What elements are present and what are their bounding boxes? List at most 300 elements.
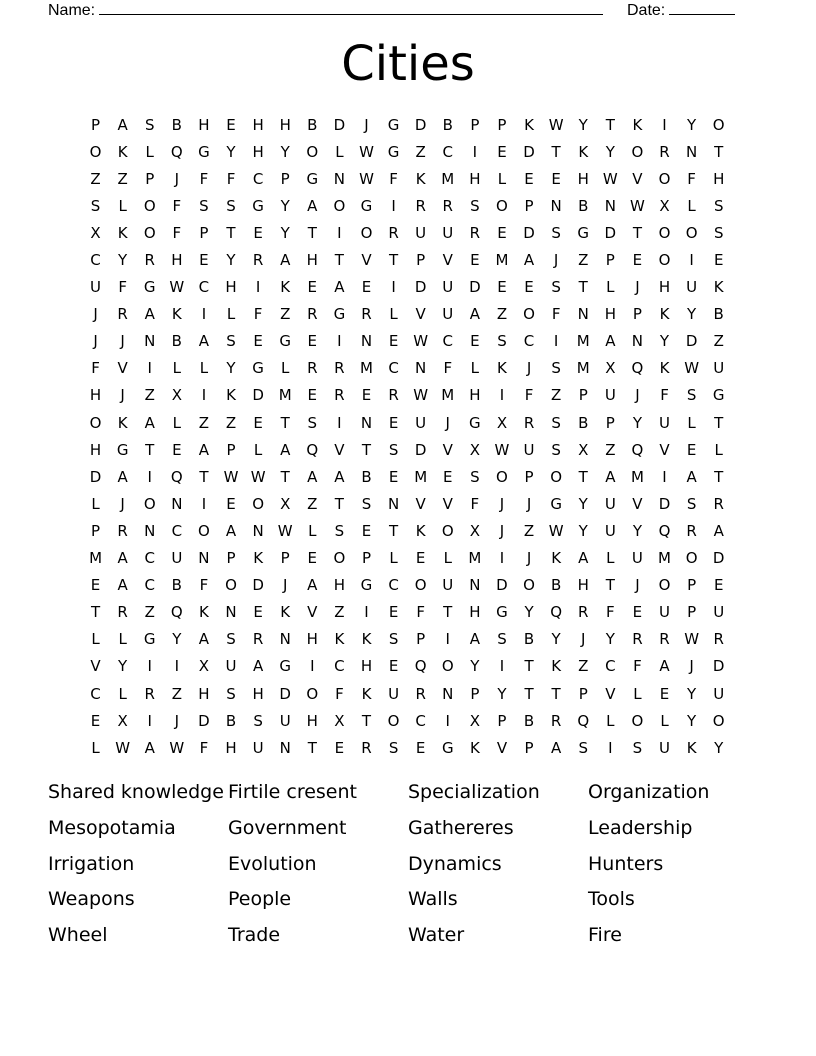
grid-letter[interactable]: P [470,684,480,703]
grid-letter[interactable]: T [280,467,290,486]
grid-letter[interactable]: Y [578,115,588,134]
grid-letter[interactable]: B [578,196,589,215]
grid-letter[interactable]: T [199,467,209,486]
grid-letter[interactable]: N [360,332,373,351]
grid-letter[interactable]: E [199,251,209,270]
grid-letter[interactable]: S [551,440,561,459]
grid-letter[interactable]: L [253,440,263,459]
grid-letter[interactable]: R [659,630,670,649]
grid-letter[interactable]: A [117,115,128,134]
grid-letter[interactable]: Y [118,657,128,676]
grid-letter[interactable]: Z [280,305,291,324]
grid-letter[interactable]: V [605,684,616,703]
grid-letter[interactable]: O [225,576,237,595]
grid-letter[interactable]: P [524,196,534,215]
grid-letter[interactable]: O [550,467,563,486]
grid-letter[interactable]: A [307,196,318,215]
grid-letter[interactable]: N [225,603,237,622]
grid-letter[interactable]: L [226,305,236,324]
grid-letter[interactable]: F [606,603,615,622]
grid-letter[interactable]: I [662,467,667,486]
grid-letter[interactable]: E [90,576,101,595]
grid-letter[interactable]: Y [632,521,642,540]
grid-letter[interactable]: Z [496,305,508,324]
grid-letter[interactable]: G [116,440,129,459]
grid-letter[interactable]: T [605,576,615,595]
grid-letter[interactable]: P [578,386,588,405]
grid-letter[interactable]: P [361,549,371,568]
grid-letter[interactable]: O [333,549,346,568]
grid-letter[interactable]: E [497,278,507,297]
grid-letter[interactable]: Y [714,738,724,757]
grid-letter[interactable]: Y [687,305,697,324]
grid-letter[interactable]: R [686,521,697,540]
grid-letter[interactable]: E [226,115,236,134]
grid-letter[interactable]: H [577,576,589,595]
grid-letter[interactable]: K [280,603,291,622]
grid-letter[interactable]: D [469,278,481,297]
grid-letter[interactable]: S [226,332,236,351]
grid-letter[interactable]: E [307,549,318,568]
grid-letter[interactable]: V [117,359,128,378]
grid-letter[interactable]: D [414,115,427,134]
grid-letter[interactable]: M [576,332,590,351]
grid-letter[interactable]: Z [117,169,128,188]
grid-letter[interactable]: T [361,711,372,730]
grid-letter[interactable]: K [415,169,426,188]
grid-letter[interactable]: V [90,657,101,676]
grid-letter[interactable]: K [117,413,128,432]
grid-letter[interactable]: I [255,278,261,297]
grid-letter[interactable]: S [226,684,236,703]
grid-letter[interactable]: Y [226,251,236,270]
grid-letter[interactable]: A [605,332,616,351]
grid-letter[interactable]: G [387,115,400,134]
grid-letter[interactable]: O [252,494,265,513]
grid-letter[interactable]: H [469,169,481,188]
grid-letter[interactable]: F [253,305,263,324]
grid-letter[interactable]: R [144,251,155,270]
grid-letter[interactable]: X [469,521,480,540]
grid-letter[interactable]: O [658,576,671,595]
grid-letter[interactable]: H [713,169,725,188]
grid-letter[interactable]: T [307,223,317,242]
grid-letter[interactable]: V [632,169,643,188]
grid-letter[interactable]: P [416,251,426,270]
grid-letter[interactable]: H [89,440,102,459]
grid-letter[interactable]: L [633,684,642,703]
grid-letter[interactable]: L [687,413,696,432]
grid-letter[interactable]: P [497,711,507,730]
date-blank-line[interactable] [669,0,735,15]
grid-letter[interactable]: Q [170,467,183,486]
grid-letter[interactable]: L [91,738,100,757]
grid-letter[interactable]: H [306,251,318,270]
grid-letter[interactable]: R [144,684,155,703]
grid-letter[interactable]: N [333,169,345,188]
grid-letter[interactable]: U [713,603,725,622]
grid-letter[interactable]: J [174,169,180,188]
grid-letter[interactable]: C [171,521,183,540]
grid-letter[interactable]: B [442,115,453,134]
grid-letter[interactable]: X [469,711,480,730]
grid-letter[interactable]: W [602,169,618,188]
grid-letter[interactable]: S [551,278,561,297]
grid-letter[interactable]: E [551,169,561,188]
grid-letter[interactable]: W [630,196,645,215]
grid-letter[interactable]: C [605,657,616,676]
grid-letter[interactable]: L [118,630,127,649]
grid-letter[interactable]: V [415,494,426,513]
grid-letter[interactable]: Y [280,196,290,215]
grid-letter[interactable]: S [551,413,561,432]
grid-letter[interactable]: U [713,684,725,703]
grid-letter[interactable]: W [684,359,700,378]
grid-letter[interactable]: S [632,738,643,757]
grid-letter[interactable]: S [388,630,399,649]
grid-letter[interactable]: R [361,305,372,324]
grid-letter[interactable]: U [659,603,670,622]
grid-letter[interactable]: E [334,738,345,757]
grid-letter[interactable]: O [89,413,102,432]
grid-letter[interactable]: Y [118,251,128,270]
grid-letter[interactable]: F [470,494,480,513]
grid-letter[interactable]: H [198,684,210,703]
grid-letter[interactable]: H [658,278,671,297]
grid-letter[interactable]: T [524,684,534,703]
grid-letter[interactable]: O [685,223,698,242]
grid-letter[interactable]: S [199,196,209,215]
grid-letter[interactable]: Q [577,711,590,730]
grid-letter[interactable]: S [497,630,507,649]
grid-letter[interactable]: I [499,549,505,568]
grid-letter[interactable]: E [443,467,453,486]
grid-letter[interactable]: M [658,549,671,568]
grid-letter[interactable]: U [442,305,454,324]
grid-letter[interactable]: G [252,196,264,215]
grid-letter[interactable]: K [171,305,182,324]
grid-letter[interactable]: A [117,549,128,568]
grid-letter[interactable]: H [225,738,237,757]
grid-letter[interactable]: S [253,711,263,730]
grid-letter[interactable]: U [171,549,183,568]
grid-letter[interactable]: W [277,521,293,540]
grid-letter[interactable]: L [172,413,181,432]
grid-letter[interactable]: U [659,738,670,757]
grid-letter[interactable]: M [441,169,455,188]
grid-letter[interactable]: Y [524,603,534,622]
grid-letter[interactable]: S [388,440,399,459]
grid-letter[interactable]: L [335,142,344,161]
grid-letter[interactable]: N [252,521,264,540]
grid-letter[interactable]: P [632,305,642,324]
grid-letter[interactable]: D [523,142,535,161]
grid-letter[interactable]: C [90,684,101,703]
grid-letter[interactable]: E [388,413,399,432]
grid-letter[interactable]: H [252,142,264,161]
grid-letter[interactable]: Z [198,413,210,432]
grid-letter[interactable]: L [145,142,154,161]
grid-letter[interactable]: T [551,684,561,703]
grid-letter[interactable]: Q [170,142,183,161]
grid-letter[interactable]: G [306,169,319,188]
grid-letter[interactable]: O [387,711,400,730]
grid-letter[interactable]: P [578,684,588,703]
grid-letter[interactable]: P [226,440,236,459]
grid-letter[interactable]: R [578,603,589,622]
grid-letter[interactable]: R [523,413,535,432]
grid-letter[interactable]: E [361,278,372,297]
grid-letter[interactable]: J [174,711,180,730]
grid-letter[interactable]: I [310,657,315,676]
grid-letter[interactable]: Z [307,494,318,513]
grid-letter[interactable]: J [635,576,640,595]
grid-letter[interactable]: Y [551,630,561,649]
grid-letter[interactable]: G [360,576,373,595]
grid-letter[interactable]: E [388,332,399,351]
grid-letter[interactable]: S [226,630,236,649]
grid-letter[interactable]: N [144,521,156,540]
grid-letter[interactable]: J [93,332,98,351]
grid-letter[interactable]: F [443,359,453,378]
grid-letter[interactable]: G [387,142,400,161]
grid-letter[interactable]: T [361,440,372,459]
grid-letter[interactable]: M [576,359,590,378]
grid-letter[interactable]: S [578,738,588,757]
grid-letter[interactable]: S [144,115,155,134]
grid-letter[interactable]: M [278,386,292,405]
grid-letter[interactable]: U [442,576,454,595]
grid-letter[interactable]: W [223,467,239,486]
grid-letter[interactable]: D [604,223,617,242]
grid-letter[interactable]: U [604,521,616,540]
grid-letter[interactable]: D [198,711,210,730]
grid-letter[interactable]: H [252,684,264,703]
grid-letter[interactable]: H [89,386,102,405]
grid-letter[interactable]: H [577,169,589,188]
grid-letter[interactable]: R [117,305,128,324]
grid-letter[interactable]: S [551,359,561,378]
grid-letter[interactable]: G [333,305,346,324]
grid-letter[interactable]: R [307,305,318,324]
grid-letter[interactable]: J [526,549,532,568]
grid-letter[interactable]: G [550,494,562,513]
grid-letter[interactable]: N [360,413,373,432]
grid-letter[interactable]: Y [578,494,588,513]
grid-letter[interactable]: Y [659,332,670,351]
grid-letter[interactable]: F [199,738,209,757]
grid-letter[interactable]: R [442,196,453,215]
grid-letter[interactable]: A [144,413,155,432]
grid-letter[interactable]: F [416,603,425,622]
grid-letter[interactable]: E [253,603,263,622]
grid-letter[interactable]: A [144,305,155,324]
grid-letter[interactable]: N [415,359,427,378]
grid-letter[interactable]: L [606,549,615,568]
grid-letter[interactable]: H [252,115,264,134]
grid-letter[interactable]: C [442,332,453,351]
grid-letter[interactable]: L [118,196,127,215]
grid-letter[interactable]: S [361,494,372,513]
grid-letter[interactable]: Y [605,630,615,649]
grid-letter[interactable]: J [120,494,125,513]
grid-letter[interactable]: W [548,521,564,540]
grid-letter[interactable]: A [225,521,237,540]
grid-letter[interactable]: I [201,305,207,324]
grid-letter[interactable]: U [686,278,698,297]
grid-letter[interactable]: E [415,549,426,568]
grid-letter[interactable]: S [686,494,697,513]
grid-letter[interactable]: K [280,278,291,297]
grid-letter[interactable]: S [497,332,507,351]
grid-letter[interactable]: N [279,738,291,757]
grid-letter[interactable]: G [279,332,292,351]
grid-letter[interactable]: A [198,332,210,351]
grid-letter[interactable]: T [578,467,588,486]
grid-letter[interactable]: G [469,413,481,432]
grid-letter[interactable]: I [147,359,152,378]
grid-letter[interactable]: P [91,115,101,134]
grid-letter[interactable]: G [712,386,725,405]
grid-letter[interactable]: M [441,386,455,405]
grid-letter[interactable]: E [713,251,724,270]
grid-letter[interactable]: E [361,386,372,405]
grid-letter[interactable]: R [632,630,643,649]
grid-letter[interactable]: U [631,549,643,568]
grid-letter[interactable]: L [497,169,507,188]
grid-letter[interactable]: B [171,115,182,134]
grid-letter[interactable]: H [604,305,616,324]
grid-letter[interactable]: D [279,684,291,703]
grid-letter[interactable]: I [391,278,396,297]
grid-letter[interactable]: H [360,657,373,676]
grid-letter[interactable]: U [90,278,102,297]
grid-letter[interactable]: A [469,305,480,324]
grid-letter[interactable]: S [713,196,724,215]
grid-letter[interactable]: T [551,142,561,161]
grid-letter[interactable]: P [687,603,697,622]
grid-letter[interactable]: T [280,413,290,432]
grid-letter[interactable]: D [333,115,346,134]
grid-letter[interactable]: A [334,278,345,297]
grid-letter[interactable]: E [307,386,318,405]
grid-letter[interactable]: U [442,278,454,297]
grid-letter[interactable]: E [172,440,182,459]
grid-letter[interactable]: J [553,251,559,270]
grid-letter[interactable]: A [334,467,345,486]
grid-letter[interactable]: J [635,386,640,405]
grid-letter[interactable]: F [172,196,182,215]
grid-letter[interactable]: W [494,440,510,459]
grid-letter[interactable]: D [685,332,698,351]
grid-letter[interactable]: B [171,332,182,351]
grid-letter[interactable]: J [364,115,369,134]
grid-letter[interactable]: K [226,386,236,405]
grid-letter[interactable]: Z [144,386,155,405]
grid-letter[interactable]: J [445,413,450,432]
grid-letter[interactable]: Y [172,630,182,649]
grid-letter[interactable]: S [470,196,480,215]
grid-letter[interactable]: G [441,738,454,757]
grid-letter[interactable]: H [469,603,481,622]
grid-letter[interactable]: R [550,711,562,730]
grid-letter[interactable]: K [497,359,507,378]
grid-letter[interactable]: G [143,630,156,649]
grid-letter[interactable]: I [337,413,342,432]
grid-letter[interactable]: N [631,332,644,351]
grid-letter[interactable]: T [714,413,724,432]
grid-letter[interactable]: S [334,521,345,540]
grid-letter[interactable]: S [226,196,236,215]
grid-letter[interactable]: E [307,278,318,297]
grid-letter[interactable]: V [307,603,318,622]
grid-letter[interactable]: O [658,223,671,242]
grid-letter[interactable]: G [360,196,373,215]
grid-letter[interactable]: R [334,386,345,405]
grid-letter[interactable]: U [415,223,427,242]
grid-letter[interactable]: E [632,603,643,622]
grid-letter[interactable]: K [551,549,562,568]
grid-letter[interactable]: A [144,738,155,757]
grid-letter[interactable]: M [495,251,509,270]
grid-letter[interactable]: R [117,603,128,622]
grid-letter[interactable]: N [550,196,562,215]
grid-letter[interactable]: F [172,223,182,242]
grid-letter[interactable]: Q [658,521,671,540]
grid-letter[interactable]: D [496,576,508,595]
grid-letter[interactable]: C [198,278,210,297]
grid-letter[interactable]: L [172,359,181,378]
grid-letter[interactable]: D [414,440,427,459]
grid-letter[interactable]: I [499,386,505,405]
grid-letter[interactable]: V [415,305,426,324]
grid-letter[interactable]: A [713,521,724,540]
grid-letter[interactable]: I [147,657,152,676]
grid-letter[interactable]: H [306,630,318,649]
grid-letter[interactable]: A [578,549,589,568]
grid-letter[interactable]: P [497,115,507,134]
grid-letter[interactable]: G [279,657,292,676]
grid-letter[interactable]: A [686,467,697,486]
grid-letter[interactable]: V [496,738,508,757]
grid-letter[interactable]: B [361,467,372,486]
grid-letter[interactable]: J [282,576,288,595]
grid-letter[interactable]: N [442,684,454,703]
grid-letter[interactable]: Y [687,115,697,134]
grid-letter[interactable]: T [388,521,399,540]
grid-letter[interactable]: X [605,359,616,378]
grid-letter[interactable]: B [225,711,237,730]
grid-letter[interactable]: P [91,521,101,540]
grid-letter[interactable]: A [252,657,264,676]
grid-letter[interactable]: T [443,603,453,622]
grid-letter[interactable]: D [89,467,102,486]
grid-letter[interactable]: E [713,576,724,595]
grid-letter[interactable]: I [472,142,478,161]
grid-letter[interactable]: Y [605,142,615,161]
grid-letter[interactable]: A [523,251,535,270]
grid-letter[interactable]: A [605,467,616,486]
grid-letter[interactable]: Q [414,657,427,676]
grid-letter[interactable]: A [551,738,562,757]
grid-letter[interactable]: Z [90,169,101,188]
grid-letter[interactable]: Z [551,386,562,405]
grid-letter[interactable]: U [388,684,400,703]
grid-letter[interactable]: W [684,630,700,649]
grid-letter[interactable]: L [443,549,452,568]
grid-letter[interactable]: T [632,223,642,242]
grid-letter[interactable]: E [470,332,480,351]
